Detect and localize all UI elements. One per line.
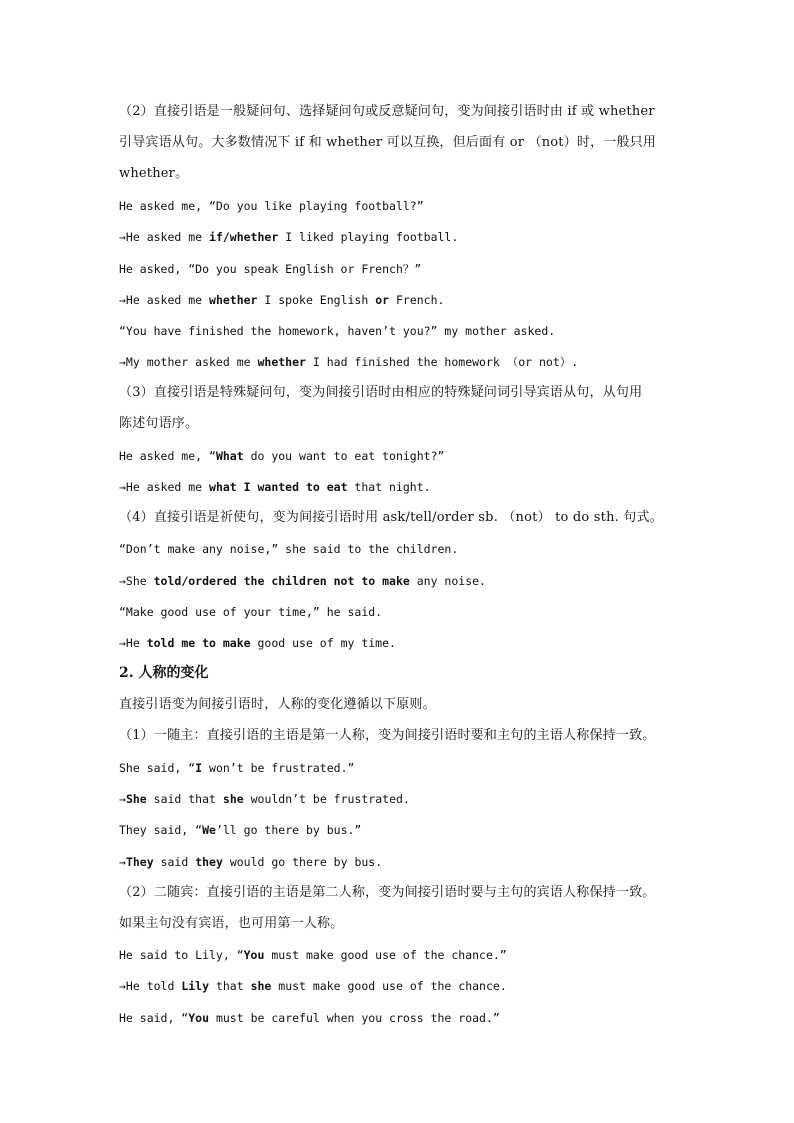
text-segment: →: [119, 792, 126, 806]
text-line: [119, 479, 431, 495]
text-segment: He said to Lily, “: [119, 948, 244, 962]
text-line: [119, 1010, 500, 1026]
text-segment: He asked me, “: [119, 449, 216, 463]
emphasis-text: told/ordered the children not to make: [153, 574, 410, 588]
text-line: [119, 541, 458, 557]
emphasis-text: what I wanted to eat: [209, 480, 348, 494]
emphasis-text: whether: [257, 355, 306, 369]
text-segment: I had finished the homework （or not）.: [305, 355, 579, 369]
text-segment: I liked playing football.: [278, 230, 459, 244]
text-line: [119, 448, 444, 464]
emphasis-text: they: [195, 855, 223, 869]
text-line: [119, 292, 444, 308]
emphasis-text: she: [250, 979, 272, 993]
text-segment: 陈述句语序。: [119, 416, 199, 431]
emphasis-text: They: [125, 855, 154, 869]
emphasis-text: She: [125, 792, 147, 806]
emphasis-text: if/whether: [209, 230, 279, 244]
text-segment: said that: [146, 792, 223, 806]
text-segment: →: [119, 855, 126, 869]
text-segment: said: [153, 855, 196, 869]
text-line: [119, 510, 663, 526]
text-segment: He asked me, “Do you like playing football?”: [119, 199, 424, 213]
emphasis-text: Lily: [181, 979, 210, 993]
text-line: [119, 104, 655, 120]
text-line: [119, 261, 421, 277]
emphasis-text: I: [195, 761, 203, 775]
text-line: [119, 166, 188, 182]
text-segment: do you want to eat tonight?”: [243, 449, 445, 463]
section-heading: [119, 665, 209, 681]
text-segment: any noise.: [409, 574, 486, 588]
text-segment: （1）一随主：直接引语的主语是第一人称，变为间接引语时要和主句的主语人称保持一致。: [119, 728, 656, 743]
emphasis-text: We: [202, 823, 216, 837]
text-segment: →He asked me: [119, 230, 210, 244]
text-segment: whether。: [119, 166, 189, 181]
text-line: [119, 947, 507, 963]
text-segment: 直接引语变为间接引语时，人称的变化遵循以下原则。: [119, 697, 436, 712]
text-line: [119, 822, 361, 838]
emphasis-text: she: [222, 792, 244, 806]
text-segment: would go there by bus.: [222, 855, 383, 869]
emphasis-text: What: [215, 449, 244, 463]
text-segment: →He: [119, 636, 147, 650]
text-segment: （2）直接引语是一般疑问句、选择疑问句或反意疑问句，变为间接引语时由 if 或 whether: [119, 104, 655, 119]
text-segment: （4）直接引语是祈使句，变为间接引语时用 ask/tell/order sb. （not） to do sth. 句式。: [119, 510, 663, 525]
text-line: [119, 916, 343, 932]
text-line: [119, 635, 396, 651]
text-segment: （3）直接引语是特殊疑问句，变为间接引语时由相应的特殊疑问词引导宾语从句，从句用: [119, 385, 643, 400]
text-line: [119, 135, 656, 151]
text-line: [119, 791, 410, 807]
text-segment: that night.: [347, 480, 431, 494]
emphasis-text: told me to make: [146, 636, 251, 650]
text-segment: （2）二随宾：直接引语的主语是第二人称，变为间接引语时要与主句的宾语人称保持一致。: [119, 885, 656, 900]
text-line: [119, 198, 424, 214]
text-line: [119, 978, 507, 994]
text-line: [119, 760, 354, 776]
text-segment: must make good use of the chance.: [271, 979, 507, 993]
emphasis-text: whether: [209, 293, 258, 307]
text-line: [119, 573, 486, 589]
text-segment: They said, “: [119, 823, 203, 837]
text-segment: 2. 人称的变化: [119, 665, 209, 681]
text-segment: French.: [389, 293, 445, 307]
text-line: [119, 697, 436, 713]
text-segment: →She: [119, 574, 154, 588]
text-segment: →He told: [119, 979, 182, 993]
text-segment: →He asked me: [119, 293, 210, 307]
text-line: [119, 604, 382, 620]
text-segment: “Don’t make any noise,” she said to the children.: [119, 542, 459, 556]
text-line: [119, 229, 458, 245]
text-line: [119, 416, 198, 432]
text-segment: →My mother asked me: [119, 355, 258, 369]
emphasis-text: You: [243, 948, 265, 962]
emphasis-text: or: [375, 293, 390, 307]
text-segment: “You have finished the homework, haven’t you?” my mother asked.: [119, 324, 556, 338]
text-segment: good use of my time.: [250, 636, 396, 650]
text-segment: must make good use of the chance.”: [264, 948, 507, 962]
text-line: [119, 885, 655, 901]
text-segment: must be careful when you cross the road.”: [209, 1011, 500, 1025]
text-segment: →He asked me: [119, 480, 210, 494]
emphasis-text: You: [188, 1011, 210, 1025]
text-segment: wouldn’t be frustrated.: [243, 792, 410, 806]
text-line: [119, 385, 642, 401]
text-segment: that: [209, 979, 251, 993]
text-line: [119, 854, 382, 870]
text-segment: He said, “: [119, 1011, 189, 1025]
text-segment: She said, “: [119, 761, 196, 775]
text-segment: “Make good use of your time,” he said.: [119, 605, 383, 619]
text-line: [119, 323, 555, 339]
text-segment: 如果主句没有宾语，也可用第一人称。: [119, 916, 344, 931]
text-line: [119, 354, 578, 370]
text-segment: He asked, “Do you speak English or French？”: [119, 262, 422, 276]
text-segment: ’ll go there by bus.”: [215, 823, 362, 837]
text-segment: 引导宾语从句。大多数情况下 if 和 whether 可以互换，但后面有 or （not）时，一般只用: [119, 135, 657, 150]
text-segment: I spoke English: [257, 293, 376, 307]
text-line: [119, 728, 655, 744]
text-segment: won’t be frustrated.”: [202, 761, 355, 775]
